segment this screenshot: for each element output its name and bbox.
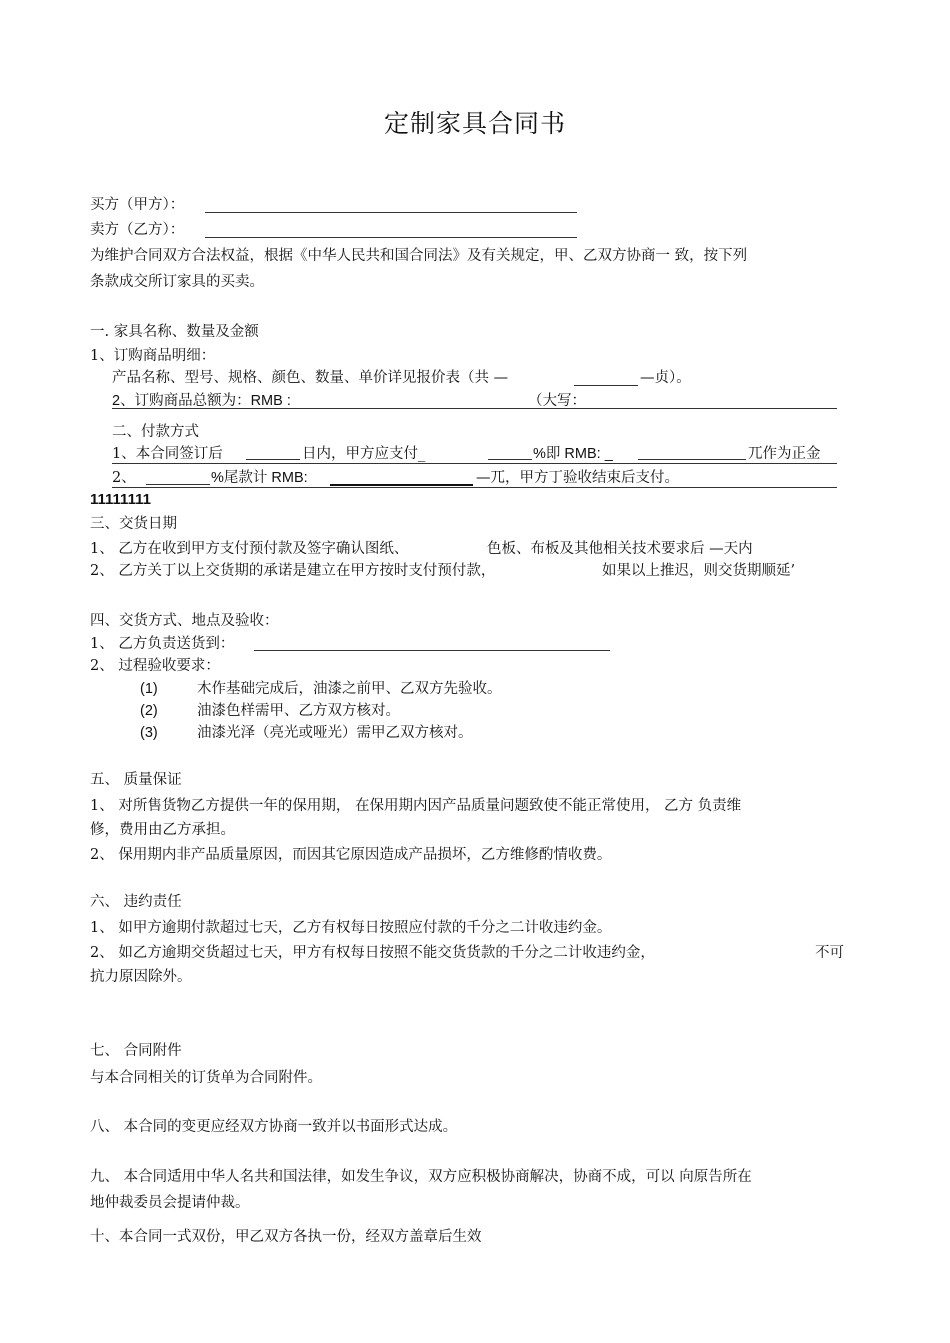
s2-item-1-underline <box>112 463 837 464</box>
s3-item-1-b: 色板、布板及其他相关技术要求后 —天内 <box>487 541 753 557</box>
s3-item-1-a: 1、 乙方在收到甲方支付预付款及签字确认图纸、 <box>90 541 409 557</box>
days-blank[interactable] <box>246 459 300 460</box>
s5-item-1-a: 1、 对所售货物乙方提供一年的保用期， 在保用期内因产品质量问题致使不能正常使用， 乙方 负责维 <box>90 798 742 814</box>
intro-line-2: 条款成交所订家具的买卖。 <box>90 274 264 290</box>
section-9-line-2: 地仲裁委员会提请仲裁。 <box>90 1195 250 1211</box>
section-9-line-1: 九、 本合同适用中华人名共和国法律，如发生争议，双方应积极协商解决，协商不成，可以 向原告所在 <box>90 1169 752 1185</box>
intro-line-1: 为维护合同双方合法权益，根据《中华人民共和国合同法》及有关规定，甲、乙双方协商一 致，按下列 <box>90 248 748 264</box>
s4-item-2: 2、 过程验收要求： <box>90 658 220 674</box>
s4-sub-2-num: (2) <box>140 703 158 719</box>
s4-sub-1-num: (1) <box>140 681 158 697</box>
s6-item-2-c: 抗力原因除外。 <box>90 969 192 985</box>
seller-label: 卖方（乙方）： <box>90 222 185 238</box>
s2-item-1-d: 兀作为正金 <box>748 446 821 462</box>
s1-item-1-detail-b: —贞）。 <box>640 370 691 386</box>
section-7-heading: 七、 合同附件 <box>90 1043 182 1059</box>
s2-item-1-a: 1、本合同签订后 <box>112 446 223 462</box>
s7-body: 与本合同相关的订货单为合同附件。 <box>90 1070 322 1086</box>
s5-item-2: 2、 保用期内非产品质量原因，而因其它原因造成产品损坏，乙方维修酌情收费。 <box>90 847 612 863</box>
section-5-heading: 五、 质量保证 <box>90 772 182 788</box>
s3-item-2-a: 2、 乙方关丁以上交货期的承诺是建立在甲方按时支付预付款， <box>90 563 496 579</box>
s1-item-1: 1、订购商品明细： <box>90 348 216 364</box>
s3-item-2-b: 如果以上推迟，则交货期顺延’ <box>602 563 796 579</box>
pages-blank[interactable] <box>574 385 638 386</box>
s2-item-1-c: %即 RMB: _ <box>533 446 613 462</box>
balance-amount-blank[interactable] <box>330 484 473 486</box>
section-2-heading: 二、付款方式 <box>112 424 199 440</box>
s6-item-2-a: 2、 如乙方逾期交货超过七天，甲方有权每日按照不能交货货款的千分之二计收违约金， <box>90 945 655 961</box>
s1-item-2-a: 2、订购商品总额为：RMB : <box>112 393 291 409</box>
section-1-heading: 一. 家具名称、数量及金额 <box>90 324 259 340</box>
s2-item-2-a: 2、 <box>112 470 136 486</box>
section-4-heading: 四、交货方式、地点及验收： <box>90 613 279 629</box>
section-8: 八、 本合同的变更应经双方协商一致并以书面形式达成。 <box>90 1119 458 1135</box>
s4-sub-2-text: 油漆色样需甲、乙方双方核对。 <box>197 703 400 719</box>
s1-item-2-b: （大写： <box>528 393 586 409</box>
s4-sub-1-text: 木作基础完成后，油漆之前甲、乙双方先验收。 <box>197 681 502 697</box>
section-3-heading: 三、交货日期 <box>90 516 177 532</box>
deposit-blank[interactable] <box>638 459 746 460</box>
document-title: 定制家具合同书 <box>383 109 566 138</box>
s2-item-2-c: —兀，甲方丁验收结束后支付。 <box>476 470 679 486</box>
s4-item-1: 1、 乙方负责送货到： <box>90 636 235 652</box>
section-6-heading: 六、 违约责任 <box>90 894 182 910</box>
s2-item-2-b: %尾款计 RMB: <box>211 470 308 486</box>
buyer-label: 买方（甲方）： <box>90 197 185 213</box>
balance-percent-blank[interactable] <box>146 484 210 485</box>
s1-item-1-detail-a: 产品名称、型号、规格、颜色、数量、单价详见报价表（共 — <box>112 370 509 386</box>
marker-text: 11111111 <box>90 491 151 508</box>
s6-item-2-b: 不可 <box>815 945 844 961</box>
s2-item-2-underline <box>112 487 837 488</box>
s4-sub-3-num: (3) <box>140 725 158 741</box>
buyer-blank[interactable] <box>205 212 577 213</box>
s5-item-1-b: 修，费用由乙方承担。 <box>90 822 235 838</box>
s2-item-1-b: 日内，甲方应支付_ <box>302 446 426 462</box>
total-amount-blank[interactable] <box>112 408 837 409</box>
section-10: 十、本合同一式双份，甲乙双方各执一份，经双方盖章后生效 <box>90 1229 482 1245</box>
s6-item-1: 1、 如甲方逾期付款超过七天，乙方有权每日按照应付款的千分之二计收违约金。 <box>90 920 612 936</box>
seller-blank[interactable] <box>205 237 577 238</box>
delivery-address-blank[interactable] <box>254 650 610 651</box>
percent-blank[interactable] <box>488 459 532 460</box>
s4-sub-3-text: 油漆光泽（亮光或哑光）需甲乙双方核对。 <box>197 725 473 741</box>
